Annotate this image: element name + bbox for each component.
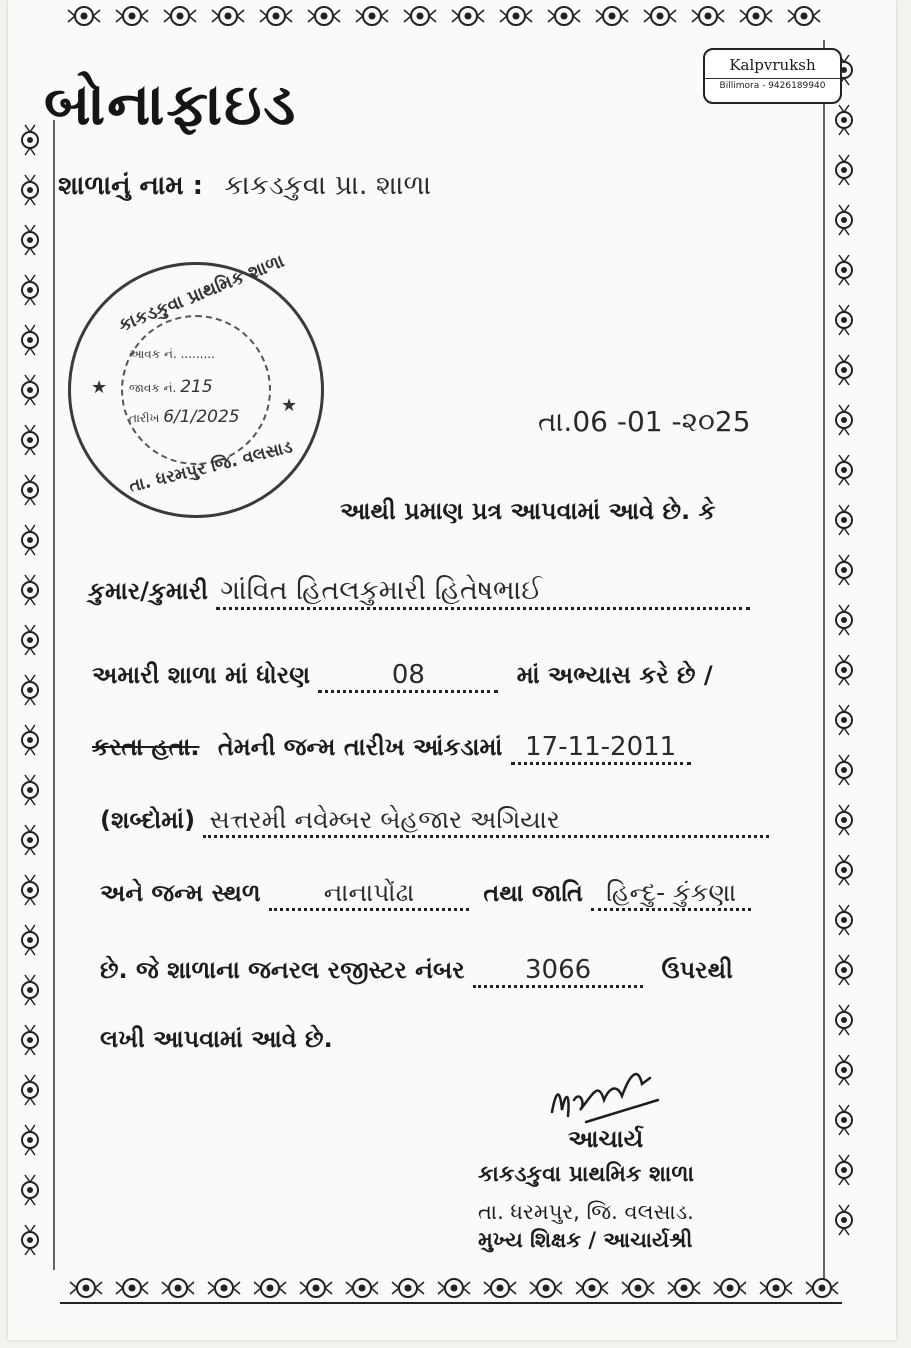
student-name-row [88, 575, 750, 610]
footer-designation: મુખ્ય શિક્ષક / આચાર્યશ્રી [478, 1228, 693, 1252]
register-row [100, 955, 733, 988]
decorative-border-top [64, 0, 854, 36]
birthplace-label: અને જન્મ સ્થળ [100, 879, 261, 907]
decorative-border-left [8, 120, 72, 1270]
footer-location: તા. ધરમપુર, જિ. વલસાડ. [478, 1200, 694, 1224]
grade-row [92, 660, 713, 693]
stamp-outward-label: જાવક નં. [129, 381, 177, 395]
grade-suffix: માં અભ્યાસ કરે છે / [516, 661, 713, 689]
principal-signature [546, 1060, 666, 1130]
school-stamp [68, 250, 324, 518]
dob-words-value: સત્તરમી નવેમ્બર બેહજાર અગિયાર [203, 805, 769, 838]
grade-value: 08 [318, 660, 498, 693]
school-name-value: કાકડકુવા પ્રા. શાળા [224, 170, 432, 201]
decorative-border-right [818, 40, 870, 1280]
caste-label: તથા જાતિ [483, 879, 583, 907]
certificate-title: બોનાફાઇડ [44, 70, 298, 138]
stamp-date-row [129, 407, 240, 427]
dob-row [92, 732, 691, 765]
stamp-top-text: કાકડકુવા પ્રાથમિક શાળા [115, 250, 288, 337]
stamp-date-label: તારીખ [129, 411, 160, 425]
dob-value: 17-11-2011 [511, 732, 691, 765]
brand-name: Kalpvruksh [729, 56, 816, 74]
stamp-star-icon: ★ [91, 377, 108, 398]
bottom-rule [60, 1302, 842, 1304]
issue-date: તા.06 -01 -૨૦25 [538, 405, 751, 438]
register-label: છે. જે શાળાના જનરલ રજીસ્ટર નંબર [100, 956, 465, 984]
school-name-row [58, 170, 431, 202]
stamp-inward-row: આવક નં. ......... [129, 347, 215, 361]
stamp-outward-value: 215 [180, 377, 213, 397]
stamp-inward-label: આવક નં. [129, 347, 177, 361]
caste-value: હિન્દુ- કુંકણા [591, 878, 751, 911]
stamp-star-icon: ★ [281, 395, 298, 416]
certificate-sheet [8, 0, 896, 1340]
register-suffix: ઉપરથી [661, 956, 733, 984]
dob-label: તેમની જન્મ તારીખ આંકડામાં [217, 733, 503, 761]
signer-title: આચાર્ય [568, 1125, 644, 1153]
brand-contact: Billimora - 9426189940 [705, 78, 840, 91]
birthplace-value: નાનાપોંઢા [269, 878, 469, 911]
dob-words-label: (શબ્દોમાં) [100, 806, 196, 834]
register-value: 3066 [473, 955, 643, 988]
school-name-label: શાળાનું નામ : [58, 171, 204, 201]
decorative-border-bottom [66, 1270, 841, 1310]
student-name-label: કુમાર/કુમારી [88, 577, 208, 605]
birthplace-row [100, 878, 751, 911]
stamp-date-value: 6/1/2025 [163, 407, 240, 427]
dob-words-row [100, 805, 769, 838]
closing-line: લખી આપવામાં આવે છે. [100, 1025, 333, 1053]
certify-statement: આથી પ્રમાણ પ્રત્ર આપવામાં આવે છે. કે [340, 497, 716, 525]
student-name-value: ગાંવિત હિતલકુમારી હિતેષભાઈ [216, 575, 750, 610]
grade-label: અમારી શાળા માં ધોરણ [92, 661, 311, 689]
stamp-outward-row [129, 377, 213, 397]
stamp-bottom-text: તા. ધરમપુર જિ. વલસાડ [127, 437, 295, 497]
footer-school-name: કાકડકુવા પ્રાથમિક શાળા [478, 1162, 694, 1187]
brand-logo [703, 48, 842, 104]
struck-text: કરતા હતા. [92, 733, 200, 761]
